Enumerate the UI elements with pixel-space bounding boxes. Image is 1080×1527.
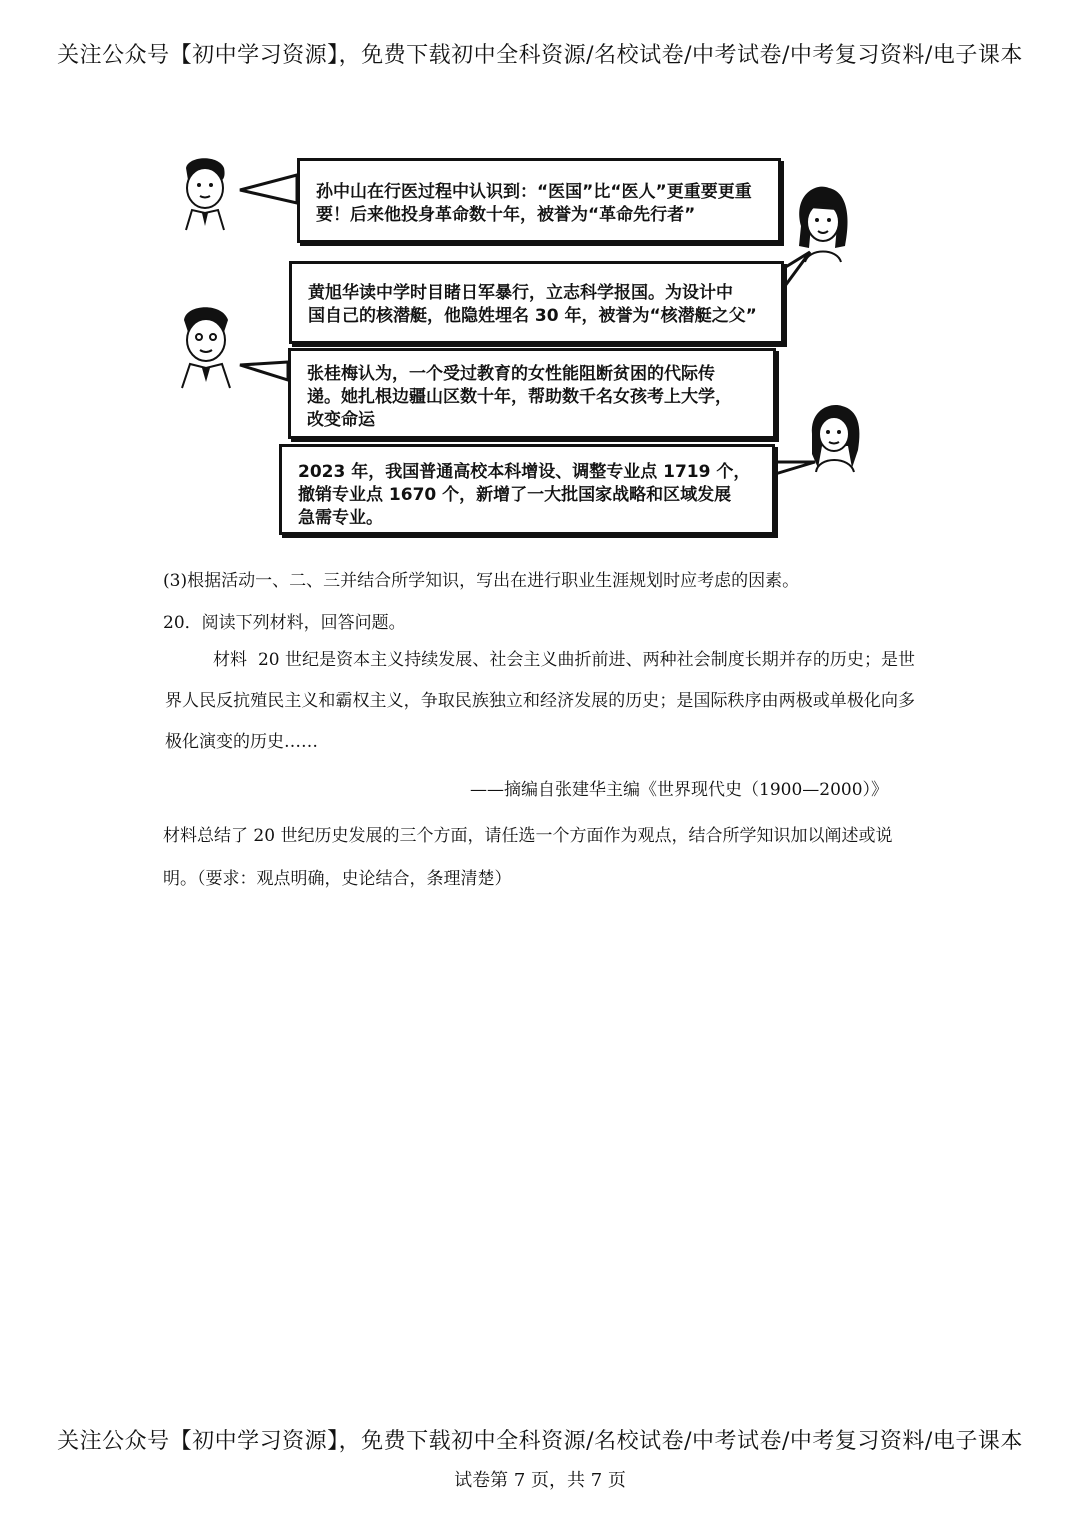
header-banner: 关注公众号【初中学习资源】，免费下载初中全科资源/名校试卷/中考试卷/中考复习资料/电子课本 bbox=[57, 43, 1023, 68]
woman-avatar-icon bbox=[799, 187, 848, 262]
material-text: 20 世纪是资本主义持续发展、社会主义曲折前进、两种社会制度长期并存的历史；是世界人民反抗殖民主义和霸权主义，争取民族独立和经济发展的历史；是国际秩序由两极或单极化向多极化演变的历史…… bbox=[165, 650, 916, 752]
bubble-4-line-3: 急需专业。 bbox=[298, 508, 383, 528]
woman-avatar-2-icon bbox=[812, 405, 860, 472]
material-label: 材料 bbox=[213, 650, 248, 670]
question-20-heading: 20．阅读下列材料，回答问题。 bbox=[163, 613, 406, 633]
speech-bubble-huang-xuhua bbox=[289, 261, 784, 344]
speech-bubble-sun-zhongshan bbox=[297, 158, 781, 243]
bubble-1-line-1: 孙中山在行医过程中认识到：“医国”比“医人”更重要更重 bbox=[316, 182, 752, 202]
bubble-tail-4 bbox=[775, 462, 815, 474]
footer-banner: 关注公众号【初中学习资源】，免费下载初中全科资源/名校试卷/中考试卷/中考复习资料/电子课本 bbox=[57, 1429, 1023, 1454]
page-number: 试卷第 7 页，共 7 页 bbox=[454, 1470, 626, 1491]
boy-avatar-icon bbox=[186, 158, 225, 230]
material-paragraph bbox=[165, 640, 915, 763]
bubble-3-line-2: 递。她扎根边疆山区数十年，帮助数千名女孩考上大学， bbox=[307, 387, 732, 407]
speech-bubble-zhang-guimei bbox=[288, 348, 776, 439]
material-source: ——摘编自张建华主编《世界现代史（1900—2000）》 bbox=[470, 780, 889, 800]
question-20-task: 材料总结了 20 世纪历史发展的三个方面，请任选一个方面作为观点，结合所学知识加以阐述或说明。（要求：观点明确，史论结合，条理清楚） bbox=[163, 826, 893, 889]
bubble-4-line-2: 撤销专业点 1670 个，新增了一大批国家战略和区域发展 bbox=[298, 485, 732, 505]
bubble-tail-1 bbox=[240, 175, 297, 203]
boy-avatar-2-icon bbox=[182, 307, 230, 388]
bubble-3-line-3: 改变命运 bbox=[307, 410, 375, 430]
bubble-tail-3 bbox=[240, 362, 288, 380]
bubble-3-line-1: 张桂梅认为，一个受过教育的女性能阻断贫困的代际传 bbox=[307, 364, 715, 384]
bubble-2-line-2: 国自己的核潜艇，他隐姓埋名 30 年，被誉为“核潜艇之父” bbox=[308, 306, 757, 326]
bubble-tail-2 bbox=[782, 252, 810, 290]
speech-bubble-university-majors bbox=[279, 444, 775, 535]
bubble-4-line-1: 2023 年，我国普通高校本科增设、调整专业点 1719 个， bbox=[298, 462, 751, 482]
bubble-1-line-2: 要！后来他投身革命数十年，被誉为“革命先行者” bbox=[316, 205, 696, 225]
bubble-2-line-1: 黄旭华读中学时目睹日军暴行，立志科学报国。为设计中 bbox=[308, 283, 733, 303]
question-3-text: (3)根据活动一、二、三并结合所学知识，写出在进行职业生涯规划时应考虑的因素。 bbox=[163, 571, 800, 591]
